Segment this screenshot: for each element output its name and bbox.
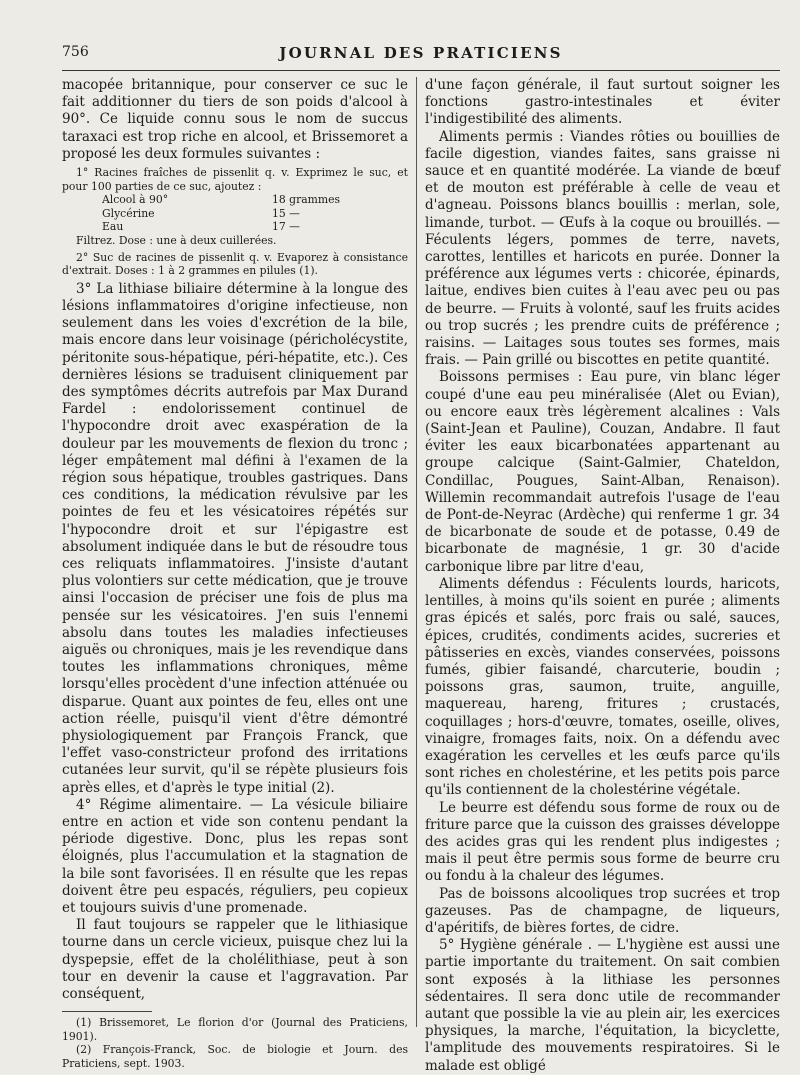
paragraph: Aliments défendus : Féculents lourds, haricots, lentilles, à moins qu'ils soient en purée ; aliments gras épicés et salés, porc frais ou salé, sauces, épices, crudités, condiments acides, sucreries et pâtisseries en excès, viandes conservées, poissons fumés, gibier faisandé, charcuterie, boudin ; poissons gras, saumon, truite, anguille, maquereau, hareng, fritures ; crustacés, coquillages ; hors-d'œuvre, tomates, oseille, olives, vinaigre, fromages faits, noix. On a défendu avec exagération les cervelles et les œufs parce qu'ils sont riches en cholestérine, et les petits pois parce qu'ils contiennent de la cholestérine végétale. xyxy=(425,575,780,799)
formula-row xyxy=(62,193,408,207)
formula-2: 2° Suc de racines de pissenlit q. v. Evaporez à consistance d'extrait. Doses : 1 à 2 grammes en pilules (1). xyxy=(62,250,408,278)
footnote: (2) François-Franck, Soc. de biologie et Journ. des Praticiens, sept. 1903. xyxy=(62,1043,408,1071)
paragraph: Aliments permis : Viandes rôties ou bouillies de facile digestion, viandes faites, sans graisse ni sauce et en quantité modérée. La viande de bœuf et de mouton est préférable à celle de veau et d'agneau. Poissons blancs bouillis : merlan, sole, limande, turbot. — Œufs à la coque ou brouillés. — Féculents légers, pommes de terre, navets, carottes, lentilles et haricots en purée. Donner la préférence aux légumes verts : chicorée, épinards, laitue, endives bien cuites à l'eau avec peu ou pas de beurre. — Fruits à volonté, sauf les fruits acides ou trop sucrés ; les prendre cuits de préférence ; raisins. — Laitages sous toutes ses formes, mais frais. — Pain grillé ou biscottes en petite quantité. xyxy=(425,128,780,369)
right-column xyxy=(425,77,780,1075)
left-column xyxy=(62,77,408,1071)
paragraph: Boissons permises : Eau pure, vin blanc léger coupé d'une eau peu minéralisée (Alet ou Evian), ou encore eaux très légèrement alcalines : Vals (Saint-Jean et Pauline), Couzan, Andabre. Il faut éviter les eaux bicarbonatées appartenant au groupe calcique (Saint-Galmier, Chateldon, Condillac, Pougues, Saint-Alban, Renaison). Willemin recommandait autrefois l'usage de l'eau de Pont-de-Neyrac (Ardèche) qui renferme 1 gr. 34 de bicarbonate de soude et de potasse, 0.49 de bicarbonate de magnésie, 1 gr. 30 d'acide carbonique libre par litre d'eau, xyxy=(425,369,780,575)
header-rule xyxy=(62,70,780,71)
page-number: 756 xyxy=(62,44,89,60)
formula-note: Filtrez. Dose : une à deux cuillerées. xyxy=(76,233,277,247)
formula-row xyxy=(62,207,408,221)
page-header xyxy=(62,44,780,66)
ingredient-qty: 17 — xyxy=(272,220,300,234)
paragraph: Il faut toujours se rappeler que le lithiasique tourne dans un cercle vicieux, puisque chez lui la dyspepsie, effet de la cholélithiase, peut à son tour en devenir la cause et l'aggravation. Par conséquent, xyxy=(62,917,408,1003)
ingredient-name: Alcool à 90° xyxy=(102,193,169,207)
formula-row xyxy=(62,220,408,234)
formula-1-intro: 1° Racines fraîches de pissenlit q. v. Exprimez le suc, et pour 100 parties de ce suc, ajoutez : xyxy=(62,166,408,193)
footnote-rule xyxy=(62,1011,152,1012)
ingredient-name: Eau xyxy=(102,220,124,234)
column-divider xyxy=(416,77,417,1027)
paragraph: Pas de boissons alcooliques trop sucrées et trop gazeuses. Pas de champagne, de liqueurs, d'apéritifs, de bières fortes, de cidre. xyxy=(425,885,780,936)
ingredient-name: Glycérine xyxy=(102,206,155,220)
footnote: (1) Brissemoret, Le florion d'or (Journal des Praticiens, 1901). xyxy=(62,1016,408,1043)
ingredient-qty: 18 grammes xyxy=(272,193,341,207)
paragraph: 3° La lithiase biliaire détermine à la longue des lésions inflammatoires d'origine infectieuse, non seulement dans les voies d'excrétion de la bile, mais encore dans leur voisinage (péricholécystite, péritonite sous-hépatique, péri-hépatite, etc.). Ces dernières lésions se traduisent cliniquement par des symptômes décrits autrefois par Max Durand Fardel : endolorissement continuel de l'hypocondre droit avec exaspération de la douleur par les mouvements de flexion du tronc ; léger empâtement mal défini à l'examen de la région sous hépatique, troubles gastriques. Dans ces conditions, la médication révulsive par les pointes de feu et les vésicatoires répétés sur l'hypocondre droit et sur l'épigastre est absolument indiquée dans le but de résoudre tous ces reliquats inflammatoires. J'insiste d'autant plus volontiers sur cette médication, que je trouve ainsi l'occasion de préciser une fois de plus ma pensée sur les vésicatoires. J'en suis l'ennemi absolu dans toutes les maladies infectieuses aiguës ou chroniques, mais je les revendique dans toutes les inflammations chroniques, même lorsqu'elles procèdent d'une infection atténuée ou disparue. Quant aux pointes de feu, elles ont une action réelle, puisqu'il vient d'être démontré physiologiquement par François Franck, que l'effet vaso-constricteur profond des irritations cutanées leur survit, qu'il se répète plusieurs fois après elles, et d'après le type initial (2). xyxy=(62,280,408,796)
paragraph: 4° Régime alimentaire. — La vésicule biliaire entre en action et vide son contenu pendant la période digestive. Donc, plus les repas sont éloignés, plus l'accumulation et la stagnation de la bile sont favorisées. Il en résulte que les repas doivent être peu espacés, réguliers, peu copieux et toujours suivis d'une promenade. xyxy=(62,796,408,917)
paragraph: d'une façon générale, il faut surtout soigner les fonctions gastro-intestinales et éviter l'indigestibilité des aliments. xyxy=(425,77,780,128)
paragraph: 5° Hygiène générale . — L'hygiène est aussi une partie importante du traitement. On sait combien sont exposés à la lithiase les personnes sédentaires. Il sera donc utile de recommander autant que possible la vie au plein air, les exercices physiques, la marche, l'équitation, la bicyclette, l'amplitude des mouvements respiratoires. Si le malade est obligé xyxy=(425,937,780,1074)
paragraph: macopée britannique, pour conserver ce suc le fait additionner du tiers de son poids d'alcool à 90°. Ce liquide connu sous le nom de succus taraxaci est trop riche en alcool, et Brissemoret a proposé les deux formules suivantes : xyxy=(62,77,408,162)
ingredient-qty: 15 — xyxy=(272,206,300,220)
journal-title: JOURNAL DES PRATICIENS xyxy=(279,44,563,62)
paragraph: Le beurre est défendu sous forme de roux ou de friture parce que la cuisson des graisses développe des acides gras qui les rendent plus indigestes ; mais il peut être permis sous forme de beurre cru ou fondu à la chaleur des légumes. xyxy=(425,799,780,885)
